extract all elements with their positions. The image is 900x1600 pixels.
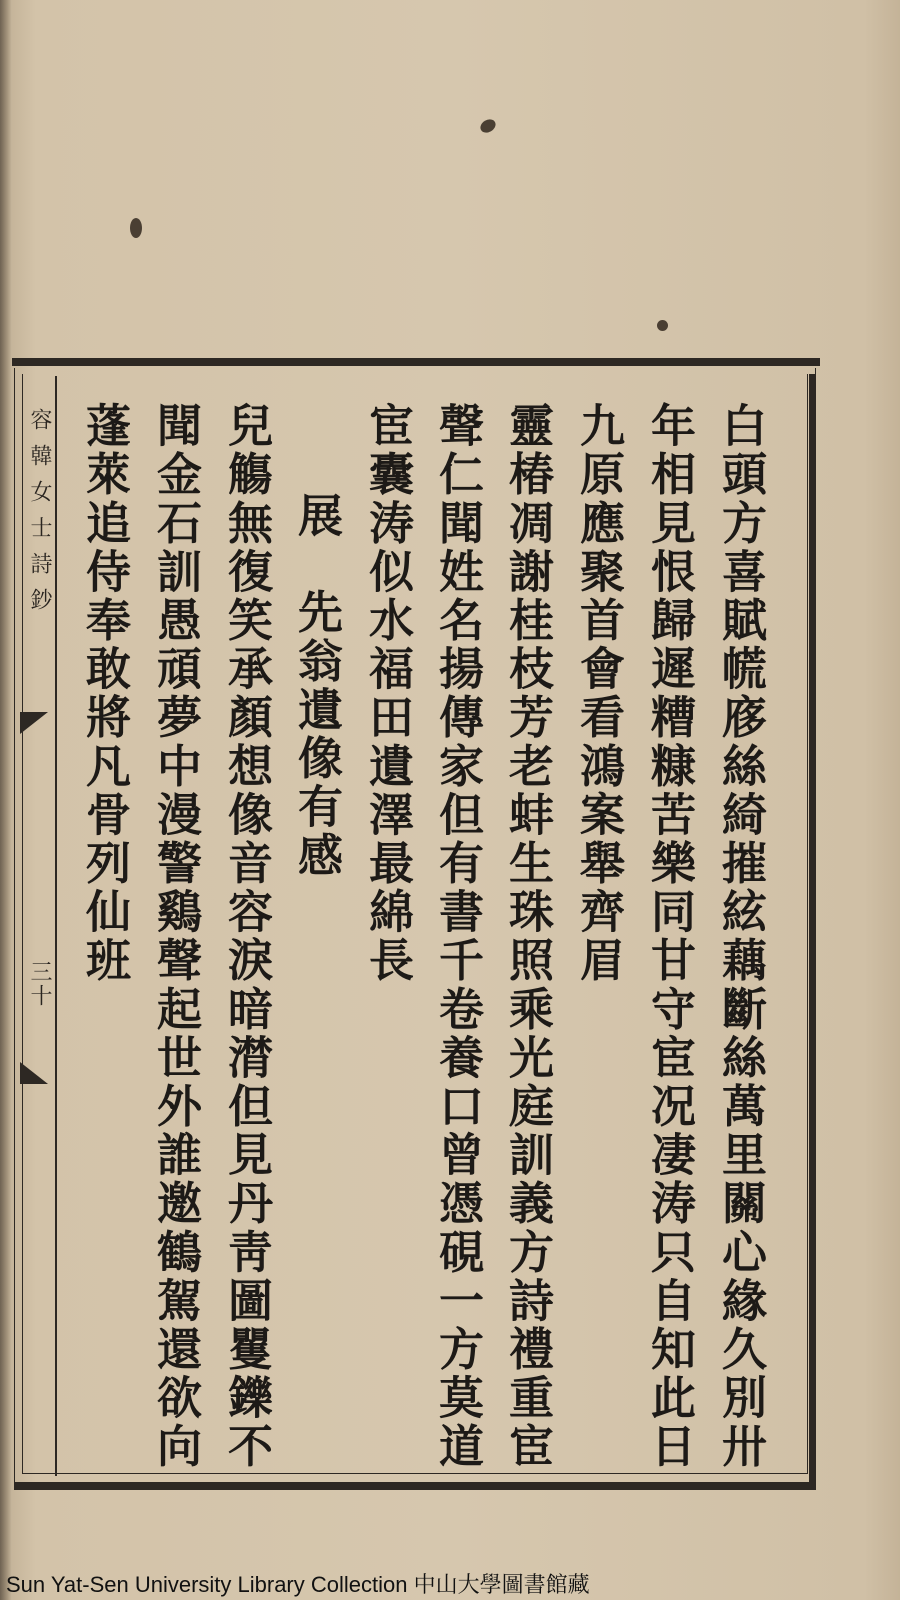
library-watermark: Sun Yat-Sen University Library Collection 中山大學圖書館藏: [6, 1572, 590, 1597]
binding-hole-1: [478, 117, 498, 135]
text-column-3: 九原應聚首會看鴻案舉齊眉: [572, 402, 625, 986]
frame-right-border: [809, 374, 815, 1486]
text-column-10: 蓬萊追侍奉敢將凡骨列仙班: [78, 402, 131, 986]
frame-bottom-border: [14, 1482, 816, 1489]
fishtail-mark-top: [20, 712, 48, 734]
poem-title-verb: 展: [290, 492, 343, 541]
text-column-4: 靈椿凋謝桂枝芳老蚌生珠照乘光庭訓義方詩禮重宦: [501, 402, 554, 1472]
frame-top-border: [12, 358, 820, 366]
book-spine: [0, 0, 12, 1600]
poem-title-column: [290, 492, 343, 881]
margin-rule: [55, 376, 57, 1476]
binding-hole-2: [130, 218, 142, 238]
text-column-2: 年相見恨歸遲糟糠苦樂同甘守宦况凄涛只自知此日: [643, 402, 696, 1472]
page-number: 三十: [27, 960, 52, 1008]
text-column-8: 兒觴無復笑承顏想像音容淚暗潸但見丹靑圖矍鑠不: [220, 402, 273, 1472]
text-column-6: 宦囊涛似水福田遺澤最綿長: [361, 402, 414, 986]
binding-hole-3: [657, 320, 668, 331]
book-title-margin: 容韓女士詩鈔: [27, 408, 52, 624]
poem-title-subject: 先翁遺像有感: [290, 588, 343, 881]
fishtail-mark-bottom: [20, 1062, 48, 1084]
text-column-9: 聞金石訓愚頑夢中漫警鷄聲起世外誰邀鶴駕還欲向: [149, 402, 202, 1472]
text-column-1: 白頭方喜賦㡛㢋絲綺摧絃藕斷絲萬里關心緣久別卅: [714, 402, 767, 1472]
text-column-5: 聲仁聞姓名揚傳家但有書千卷養口曾憑硯一方莫道: [431, 402, 484, 1472]
